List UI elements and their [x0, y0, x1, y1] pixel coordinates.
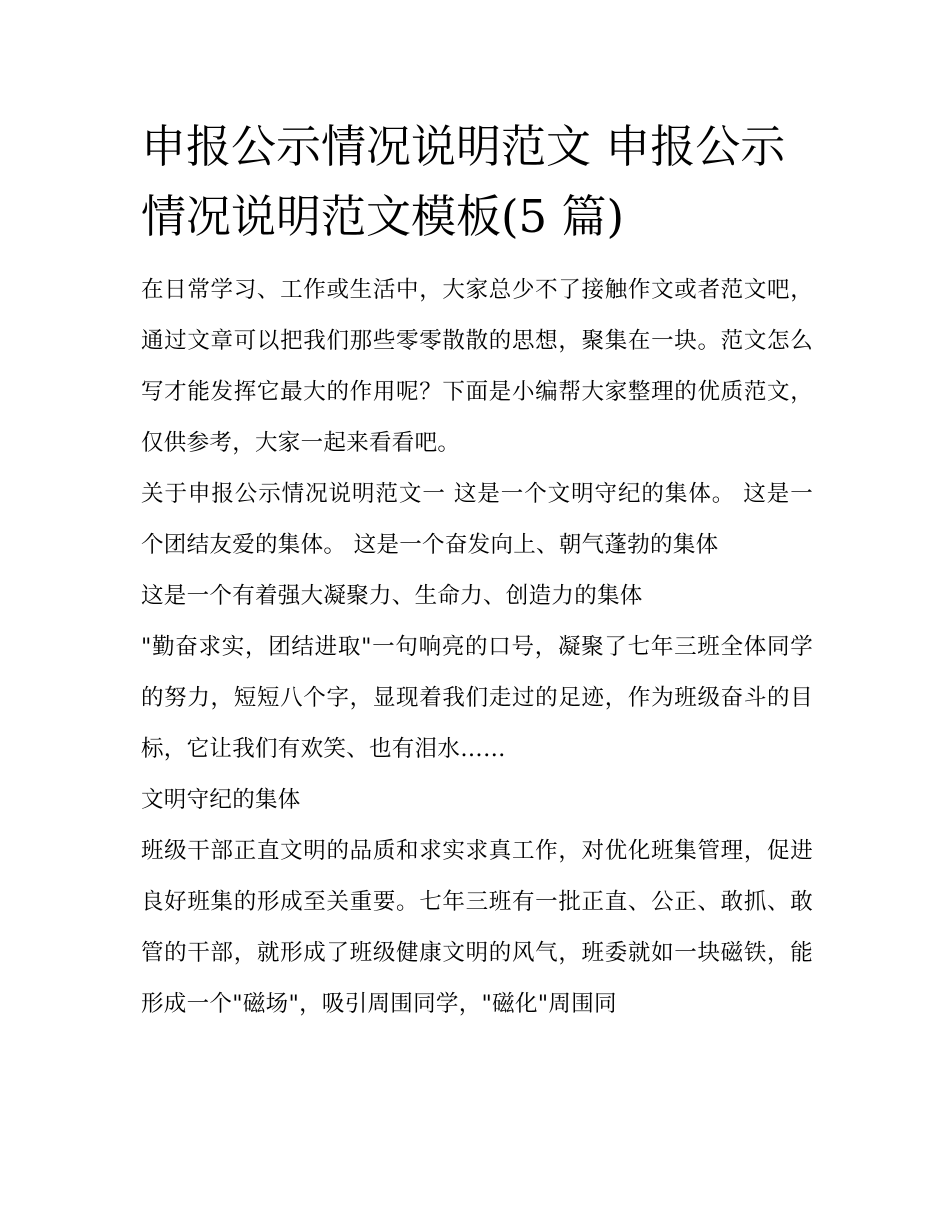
paragraph-intro: 在日常学习、工作或生活中，大家总少不了接触作文或者范文吧，通过文章可以把我们那些零零散散的思想，聚集在一块。范文怎么写才能发挥它最大的作用呢？下面是小编帮大家整理的优质范文，仅供参考，大家一起来看看吧。: [141, 277, 813, 456]
paragraph-subheading: 文明守纪的集体: [141, 787, 301, 813]
paragraph-section-one: 关于申报公示情况说明范文一 这是一个文明守纪的集体。 这是一个团结友爱的集体。 这是一个奋发向上、朝气蓬勃的集体: [141, 481, 813, 558]
document-title: 申报公示情况说明范文 申报公示情况说明范文模板(5 篇): [141, 120, 786, 243]
paragraph-slogan: "勤奋求实，团结进取"一句响亮的口号，凝聚了七年三班全体同学的努力，短短八个字，显现着我们走过的足迹，作为班级奋斗的目标，它让我们有欢笑、也有泪水……: [141, 634, 813, 762]
document-body: [141, 265, 813, 1030]
paragraph-cohesion: 这是一个有着强大凝聚力、生命力、创造力的集体: [141, 583, 643, 609]
paragraph-class-cadres: 班级干部正直文明的品质和求实求真工作，对优化班集管理，促进良好班集的形成至关重要。七年三班有一批正直、公正、敢抓、敢管的干部，就形成了班级健康文明的风气，班委就如一块磁铁，能形成一个"磁场"，吸引周围同学，"磁化"周围同: [141, 838, 813, 1017]
document-content: [141, 112, 813, 1030]
